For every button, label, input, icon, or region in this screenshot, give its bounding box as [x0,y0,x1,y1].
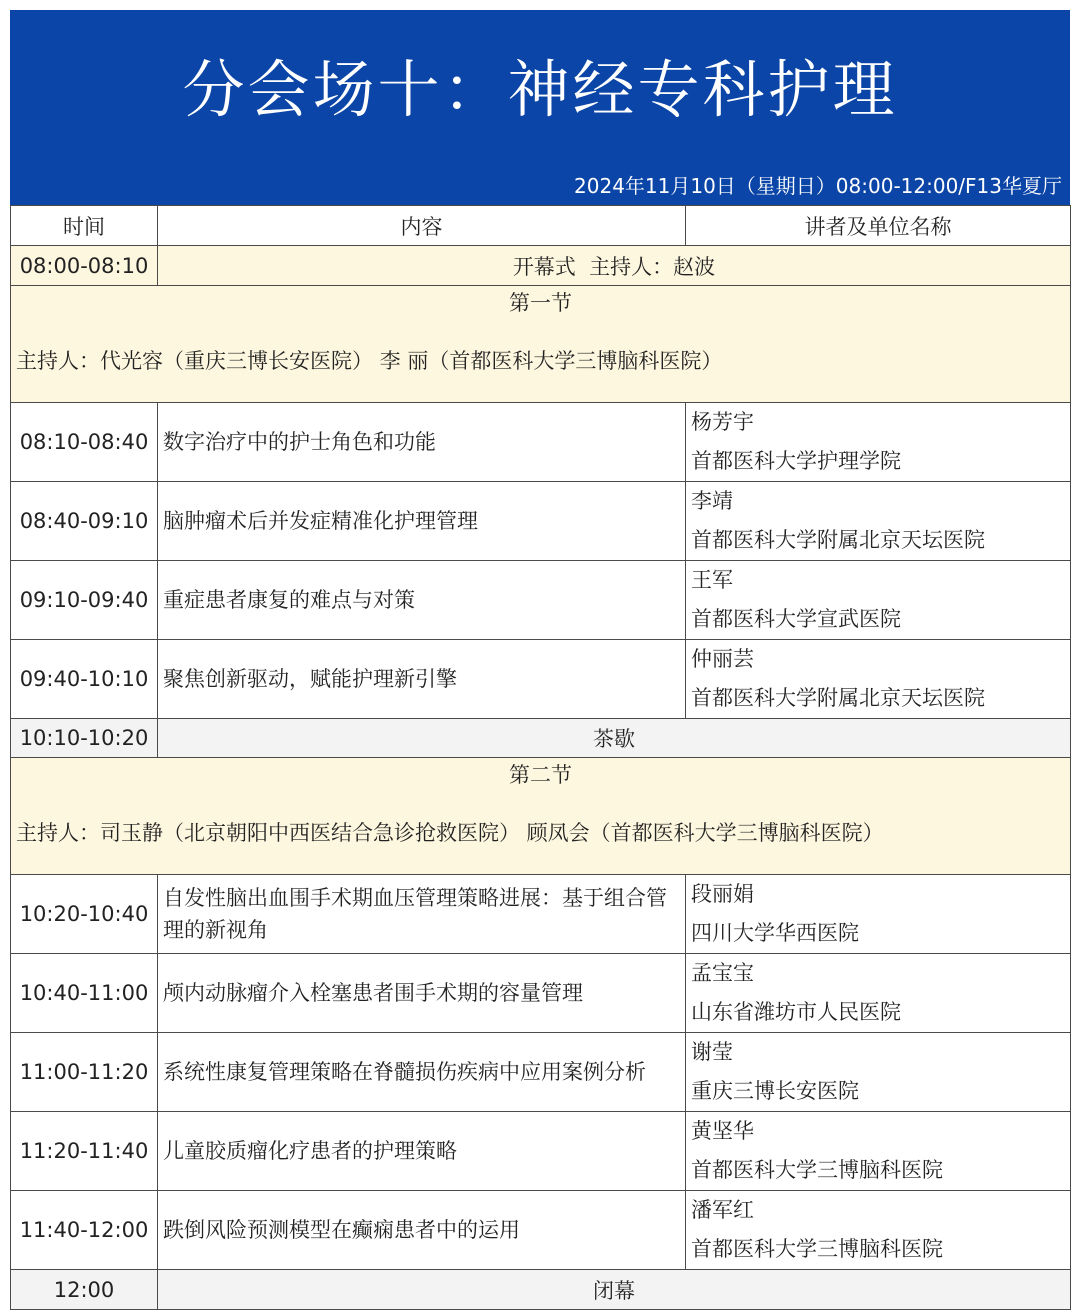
talk-time: 11:20-11:40 [11,1112,158,1191]
talk-time: 09:10-09:40 [11,561,158,640]
talk-row [11,403,1071,482]
speaker-affiliation: 重庆三博长安医院 [691,1079,859,1103]
section-title: 第一节 [509,291,572,315]
speaker-name: 谢莹 [691,1040,733,1064]
talk-speaker-cell [686,954,1071,1033]
tea-break-text: 茶歇 [158,719,1071,758]
talk-topic: 跌倒风险预测模型在癫痫患者中的运用 [158,1191,686,1270]
section-cell [11,758,1071,875]
talk-speaker-cell [686,482,1071,561]
talk-row [11,875,1071,954]
talk-topic: 脑肿瘤术后并发症精准化护理管理 [158,482,686,561]
column-header-time: 时间 [11,206,158,246]
section-row [11,286,1071,403]
talk-topic: 儿童胶质瘤化疗患者的护理策略 [158,1112,686,1191]
talk-row [11,561,1071,640]
speaker-affiliation: 山东省潍坊市人民医院 [691,1000,901,1024]
talk-row [11,1033,1071,1112]
section-row [11,758,1071,875]
speaker-name: 黄坚华 [691,1119,754,1143]
speaker-name: 杨芳宇 [691,410,754,434]
talk-row [11,482,1071,561]
title-banner [10,10,1070,205]
talk-topic: 数字治疗中的护士角色和功能 [158,403,686,482]
closing-row [11,1270,1071,1310]
opening-text: 开幕式 主持人：赵波 [158,246,1071,286]
section-title: 第二节 [509,763,572,787]
speaker-affiliation: 首都医科大学三博脑科医院 [691,1237,943,1261]
talk-time: 08:10-08:40 [11,403,158,482]
speaker-affiliation: 首都医科大学宣武医院 [691,607,901,631]
talk-topic: 重症患者康复的难点与对策 [158,561,686,640]
column-header-content: 内容 [158,206,686,246]
speaker-affiliation: 四川大学华西医院 [691,921,859,945]
speaker-name: 王军 [691,568,733,592]
section-hosts: 主持人：司玉静（北京朝阳中西医结合急诊抢救医院） 顾凤会（首都医科大学三博脑科医院） [16,821,884,845]
speaker-name: 段丽娟 [691,882,754,906]
page-title: 分会场十：神经专科护理 [182,53,898,126]
opening-row [11,246,1071,286]
section-cell [11,286,1071,403]
talk-speaker-cell [686,1033,1071,1112]
closing-text: 闭幕 [158,1270,1071,1310]
talk-row [11,1191,1071,1270]
talk-row [11,640,1071,719]
schedule-page [10,10,1070,1310]
date-venue-line: 2024年11月10日（星期日）08:00-12:00/F13华夏厅 [574,174,1062,198]
opening-time: 08:00-08:10 [11,246,158,286]
talk-speaker-cell [686,403,1071,482]
talk-topic: 系统性康复管理策略在脊髓损伤疾病中应用案例分析 [158,1033,686,1112]
closing-time: 12:00 [11,1270,158,1310]
talk-topic: 自发性脑出血围手术期血压管理策略进展：基于组合管理的新视角 [158,875,686,954]
talk-topic: 聚焦创新驱动，赋能护理新引擎 [158,640,686,719]
talk-speaker-cell [686,1112,1071,1191]
talk-topic: 颅内动脉瘤介入栓塞患者围手术期的容量管理 [158,954,686,1033]
talk-time: 11:00-11:20 [11,1033,158,1112]
talk-speaker-cell [686,561,1071,640]
tea-break-time: 10:10-10:20 [11,719,158,758]
talk-speaker-cell [686,1191,1071,1270]
talk-time: 10:20-10:40 [11,875,158,954]
section-hosts: 主持人：代光容（重庆三博长安医院） 李 丽（首都医科大学三博脑科医院） [16,349,723,373]
schedule-table [10,205,1071,1310]
talk-time: 10:40-11:00 [11,954,158,1033]
column-header-speaker: 讲者及单位名称 [686,206,1071,246]
speaker-name: 仲丽芸 [691,647,754,671]
speaker-affiliation: 首都医科大学附属北京天坛医院 [691,528,985,552]
talk-speaker-cell [686,875,1071,954]
talk-speaker-cell [686,640,1071,719]
speaker-affiliation: 首都医科大学附属北京天坛医院 [691,686,985,710]
tea-break-row [11,719,1071,758]
talk-time: 11:40-12:00 [11,1191,158,1270]
talk-time: 08:40-09:10 [11,482,158,561]
speaker-name: 潘军红 [691,1198,754,1222]
talk-time: 09:40-10:10 [11,640,158,719]
speaker-affiliation: 首都医科大学护理学院 [691,449,901,473]
speaker-name: 孟宝宝 [691,961,754,985]
speaker-name: 李靖 [691,489,733,513]
speaker-affiliation: 首都医科大学三博脑科医院 [691,1158,943,1182]
table-header-row [11,206,1071,246]
talk-row [11,1112,1071,1191]
talk-row [11,954,1071,1033]
